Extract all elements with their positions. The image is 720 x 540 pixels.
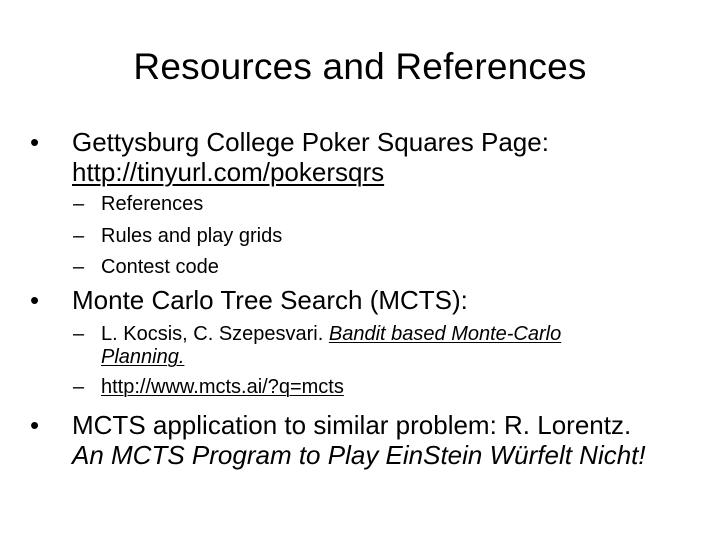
bullet-text: MCTS application to similar problem: R. Lorentz. <box>72 410 632 440</box>
bullet-glyph: • <box>30 127 40 157</box>
bullet-text: Gettysburg College Poker Squares Page: <box>72 127 549 157</box>
subitem-mcts-site <box>73 376 681 399</box>
lorentz-paper-title: An MCTS Program to Play EinStein Würfelt Nicht! <box>72 440 646 470</box>
bandit-paper-link-line2: Planning. <box>101 346 185 368</box>
slide-title: Resources and References <box>133 46 587 87</box>
subitem-text: References <box>101 193 204 215</box>
poker-squares-link[interactable]: http://tinyurl.com/pokersqrs <box>72 157 385 187</box>
subitem-contest-code <box>73 256 681 279</box>
bullet-glyph: • <box>30 285 40 315</box>
bullet-item-mcts-application <box>30 410 682 470</box>
bullet-glyph: • <box>30 410 40 440</box>
dash-glyph: – <box>73 225 85 247</box>
dash-glyph: – <box>73 376 85 398</box>
subitem-text: Contest code <box>101 256 219 278</box>
dash-glyph: – <box>73 193 85 215</box>
subitem-kocsis-paper <box>73 323 681 369</box>
subitem-rules <box>73 225 681 248</box>
subitem-text: Rules and play grids <box>101 225 283 247</box>
bandit-paper-link-line1: Bandit based Monte-Carlo <box>328 323 562 345</box>
bullet-item-poker-squares <box>30 127 682 187</box>
subitem-text: L. Kocsis, C. Szepesvari. <box>101 323 329 345</box>
bullet-text: Monte Carlo Tree Search (MCTS): <box>72 285 468 315</box>
dash-glyph: – <box>73 256 85 278</box>
bullet-item-mcts <box>30 285 682 315</box>
mcts-site-link[interactable]: http://www.mcts.ai/?q=mcts <box>101 376 344 398</box>
dash-glyph: – <box>73 323 85 345</box>
subitem-references <box>73 193 681 216</box>
